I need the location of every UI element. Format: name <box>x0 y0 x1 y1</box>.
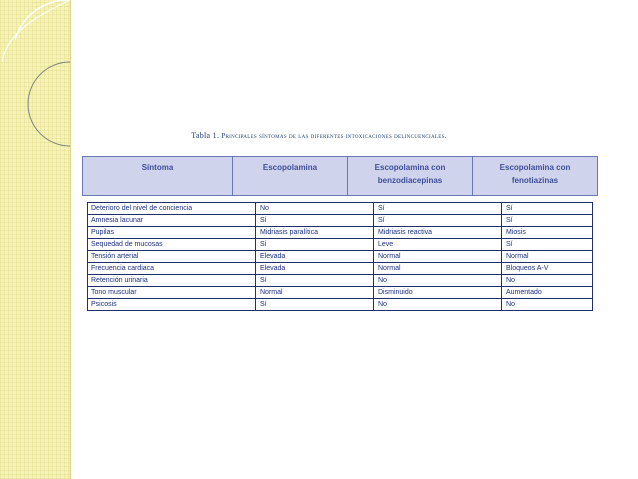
cell-symptom: Psicosis <box>88 299 256 311</box>
cell-symptom: Tensión arterial <box>88 251 256 263</box>
cell-fenotiazinas: Sí <box>502 203 593 215</box>
cell-escopolamina: Elevada <box>256 263 374 275</box>
cell-escopolamina: Sí <box>256 239 374 251</box>
cell-escopolamina: Elevada <box>256 251 374 263</box>
table-row <box>88 251 593 263</box>
cell-fenotiazinas: Sí <box>502 239 593 251</box>
cell-escopolamina: Midriasis paralítica <box>256 227 374 239</box>
cell-escopolamina: No <box>256 203 374 215</box>
cell-symptom: Deterioro del nivel de conciencia <box>88 203 256 215</box>
table-row <box>88 227 593 239</box>
table-row <box>88 215 593 227</box>
cell-symptom: Pupilas <box>88 227 256 239</box>
table-row <box>88 287 593 299</box>
cell-fenotiazinas: Aumentado <box>502 287 593 299</box>
table-row <box>88 239 593 251</box>
table-row <box>88 299 593 311</box>
decorative-arcs <box>0 0 80 200</box>
cell-symptom: Sequedad de mucosas <box>88 239 256 251</box>
cell-benzodiacepinas: Midriasis reactiva <box>374 227 502 239</box>
cell-benzodiacepinas: Normal <box>374 251 502 263</box>
header-escopolamina-fenotiazinas: Escopolamina con fenotiazinas <box>499 163 571 185</box>
cell-fenotiazinas: Normal <box>502 251 593 263</box>
cell-fenotiazinas: No <box>502 275 593 287</box>
header-sintoma: Síntoma <box>83 157 233 195</box>
cell-benzodiacepinas: Disminuido <box>374 287 502 299</box>
header-escopolamina-benzodiacepinas: Escopolamina con benzodiacepinas <box>348 157 473 195</box>
cell-benzodiacepinas: Sí <box>374 203 502 215</box>
cell-symptom: Amnesia lacunar <box>88 215 256 227</box>
symptoms-table <box>87 202 593 311</box>
table-row <box>88 263 593 275</box>
cell-benzodiacepinas: No <box>374 299 502 311</box>
cell-fenotiazinas: Bloqueos A-V <box>502 263 593 275</box>
cell-fenotiazinas: No <box>502 299 593 311</box>
cell-benzodiacepinas: Normal <box>374 263 502 275</box>
cell-fenotiazinas: Miosis <box>502 227 593 239</box>
cell-escopolamina: Sí <box>256 275 374 287</box>
cell-escopolamina: Sí <box>256 215 374 227</box>
cell-symptom: Tono muscular <box>88 287 256 299</box>
caption-lead: Tabla 1. <box>191 131 220 140</box>
cell-escopolamina: Normal <box>256 287 374 299</box>
table-caption <box>0 131 638 140</box>
cell-symptom: Frecuencia cardiaca <box>88 263 256 275</box>
cell-benzodiacepinas: No <box>374 275 502 287</box>
header-escopolamina: Escopolamina <box>233 157 348 195</box>
cell-symptom: Retención urinaria <box>88 275 256 287</box>
table-row <box>88 203 593 215</box>
table-row <box>88 275 593 287</box>
table-header <box>82 156 598 196</box>
cell-benzodiacepinas: Sí <box>374 215 502 227</box>
cell-benzodiacepinas: Leve <box>374 239 502 251</box>
cell-escopolamina: Sí <box>256 299 374 311</box>
cell-fenotiazinas: Sí <box>502 215 593 227</box>
caption-text: Principales síntomas de las diferentes intoxicaciones delincuenciales. <box>221 132 447 140</box>
